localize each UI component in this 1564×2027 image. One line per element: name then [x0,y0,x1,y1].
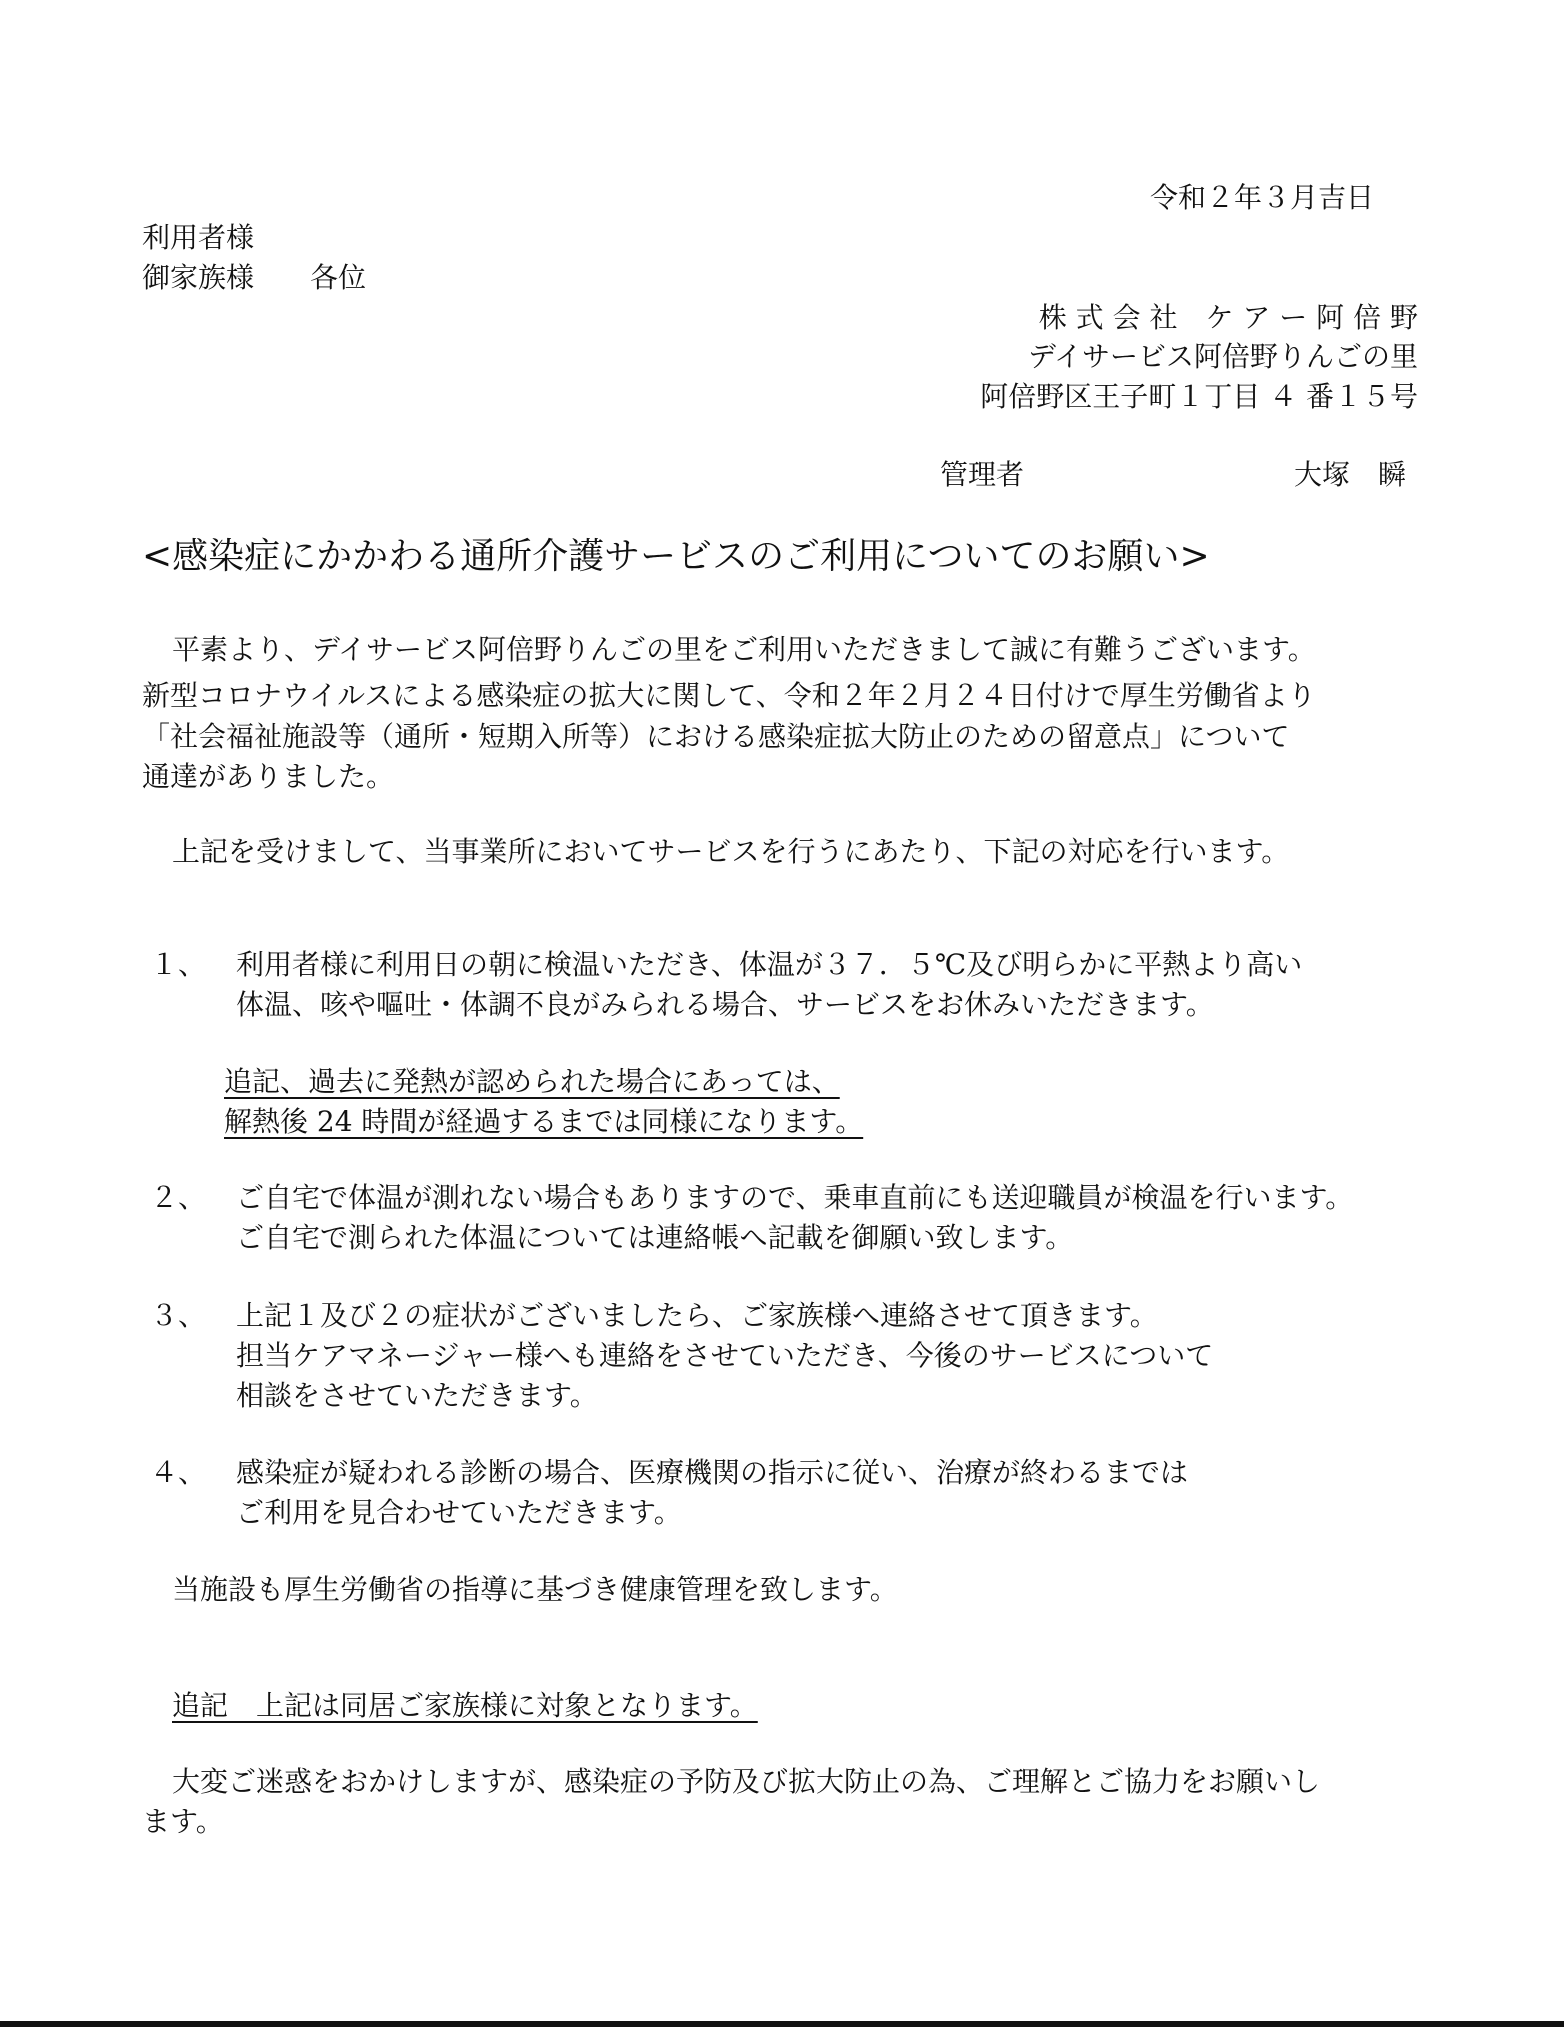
intro-line-3: 「社会福祉施設等（通所・短期入所等）における感染症拡大防止のための留意点」について [142,720,1290,753]
intro-line-4: 通達がありました。 [142,760,395,793]
page-bottom-border [0,2021,1564,2027]
item-1-note-2: 解熱後 24 時間が経過するまでは同様になります。 [224,1105,864,1138]
closing-line-2: ます。 [142,1805,224,1838]
item-4-line-2: ご利用を見合わせていただきます。 [236,1496,682,1529]
item-1-number: １、 [150,948,207,981]
recipient-families: 御家族様 各位 [142,261,367,294]
document-date: 令和２年３月吉日 [1150,181,1375,214]
facility-address: 阿倍野区王子町１丁目 ４ 番１５号 [980,380,1418,413]
item-2-number: ２、 [150,1181,207,1214]
item-4-line-1: 感染症が疑われる診断の場合、医療機関の指示に従い、治療が終わるまでは [236,1456,1189,1489]
addendum-note: 追記 上記は同居ご家族様に対象となります。 [172,1689,758,1722]
company-name: 株 式 会 社 ケ ア ー 阿 倍 野 [1038,301,1418,334]
closing-line-1: 大変ご迷惑をおかけしますが、感染症の予防及び拡大防止の為、ご理解とご協力をお願いし [172,1765,1321,1798]
item-1-line-1: 利用者様に利用日の朝に検温いただき、体温が３７．５℃及び明らかに平熱より高い [236,948,1303,981]
facility-name: デイサービス阿倍野りんごの里 [1027,340,1418,373]
health-note: 当施設も厚生労働省の指導に基づき健康管理を致します。 [172,1573,898,1606]
manager-name: 大塚 瞬 [1294,458,1407,491]
manager-label: 管理者 [940,458,1025,491]
item-2-line-1: ご自宅で体温が測れない場合もありますので、乗車直前にも送迎職員が検温を行います。 [236,1181,1354,1214]
item-3-line-3: 相談をさせていただきます。 [236,1379,598,1412]
item-3-number: ３、 [150,1299,207,1332]
item-1-line-2: 体温、咳や嘔吐・体調不良がみられる場合、サービスをお休みいただきます。 [236,988,1214,1021]
intro-line-2: 新型コロナウイルスによる感染症の拡大に関して、令和２年２月２４日付けで厚生労働省より [142,679,1316,712]
document-title: <感染症にかかわる通所介護サービスのご利用についてのお願い> [142,536,1210,577]
lead-paragraph: 上記を受けまして、当事業所においてサービスを行うにあたり、下記の対応を行います。 [172,835,1290,868]
recipient-users: 利用者様 [142,221,255,254]
item-3-line-1: 上記１及び２の症状がございましたら、ご家族様へ連絡させて頂きます。 [236,1299,1158,1332]
item-2-line-2: ご自宅で測られた体温については連絡帳へ記載を御願い致します。 [236,1221,1074,1254]
intro-line-1: 平素より、デイサービス阿倍野りんごの里をご利用いただきまして誠に有難うございます。 [172,633,1316,666]
item-3-line-2: 担当ケアマネージャー様へも連絡をさせていただき、今後のサービスについて [236,1339,1214,1372]
item-1-note-1: 追記、過去に発熱が認められた場合にあっては、 [224,1065,840,1098]
item-4-number: ４、 [150,1456,207,1489]
